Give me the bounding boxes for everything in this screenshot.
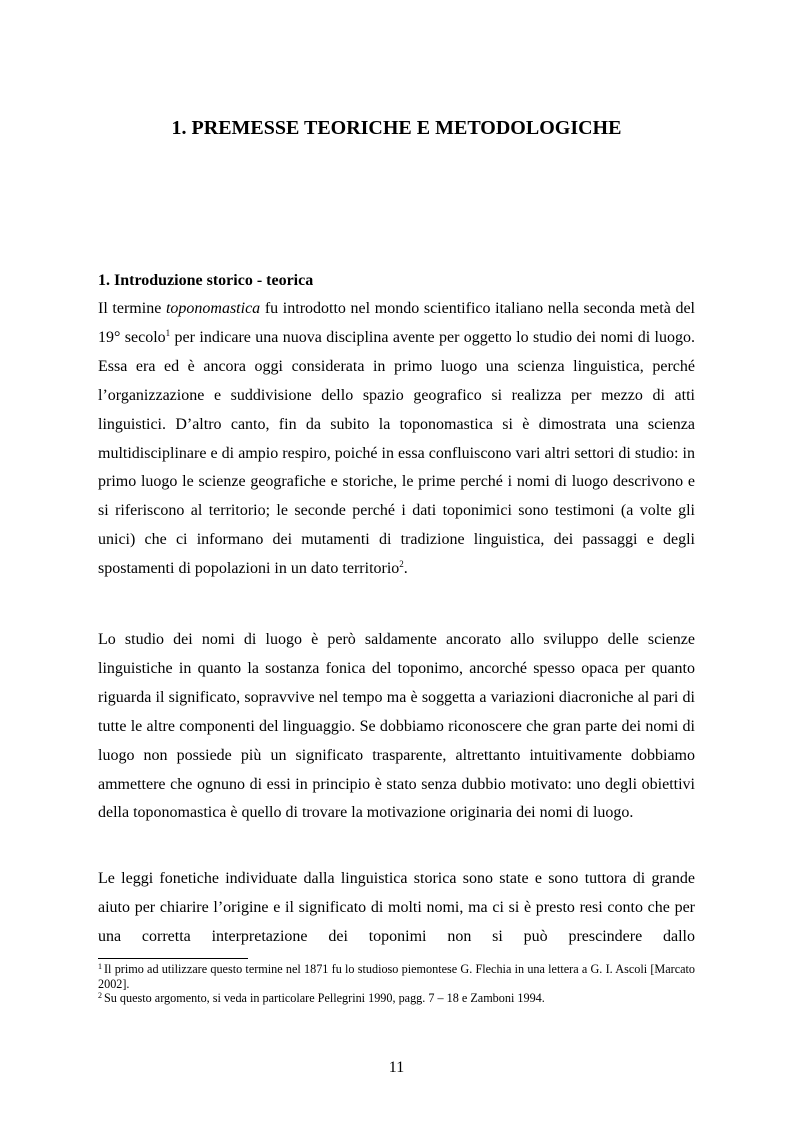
footnote-reference-2[interactable]: 2 — [399, 559, 404, 570]
footnote-1 — [98, 962, 695, 991]
footnote-2-text: Su questo argomento, si veda in particolare Pellegrini 1990, pagg. 7 – 18 e Zamboni 1994. — [104, 991, 545, 1006]
paragraph-1-term-emphasis: toponomastica — [165, 300, 261, 317]
footnotes — [98, 962, 695, 1006]
paragraph-3: Le leggi fonetiche individuate dalla linguistica storica sono state e sono tuttora di grande aiuto per chiarire l’origine e il significato di molti nomi, ma ci si è presto resi conto che per una corretta interpretazione dei toponimi non si può prescindere dallo — [98, 870, 695, 945]
footnote-2 — [98, 991, 695, 1006]
paragraph-1-text-body: per indicare una nuova disciplina avente per oggetto lo studio dei nomi di luogo. Essa era ed è ancora oggi considerata in primo luogo una scienza linguistica, perché l’organizzazione e suddivisione dello spazio geografico si realizza per mezzo di atti linguistici. D’altro canto, fin da subito la toponomastica si è dimostrata una scienza multidisciplinare e di ampio respiro, poiché in essa confluiscono vari altri settori di studio: in primo luogo le scienze geografiche e storiche, le prime perché i nomi di luogo descrivono e si riferiscono al territorio; le seconde perché i dati toponimici sono testimoni (a volte gli unici) che ci informano dei mutamenti di tradizione linguistica, dei passaggi e degli spostamenti di popolazioni in un dato territorio — [98, 328, 695, 578]
footnote-1-text: Il primo ad utilizzare questo termine nel 1871 fu lo studioso piemontese G. Flechia in una lettera a G. I. Ascoli [Marcato 2002]. — [98, 962, 695, 991]
chapter-title: 1. PREMESSE TEORICHE E METODOLOGICHE — [171, 117, 622, 139]
footnote-2-mark: 2 — [98, 991, 102, 1001]
footnote-1-mark: 1 — [98, 962, 102, 971]
paragraph-1-text-middle: fu introdotto nel mondo scientifico italiano nella seconda metà del 19° secolo — [98, 300, 696, 346]
section-heading: 1. Introduzione storico - teorica — [98, 272, 314, 289]
page-number: 11 — [388, 1059, 405, 1076]
paragraph-1 — [98, 295, 695, 584]
footnote-reference-1[interactable]: 1 — [165, 327, 171, 338]
footnote-separator — [98, 958, 248, 959]
paragraph-1-text-start: Il termine — [98, 300, 166, 317]
paragraph-2: Lo studio dei nomi di luogo è però saldamente ancorato allo sviluppo delle scienze linguistiche in quanto la sostanza fonica del toponimo, ancorché spesso opaca per quanto riguarda il significato, sopravvive nel tempo ma è soggetta a variazioni diacroniche al pari di tutte le altre componenti del linguaggio. Se dobbiamo riconoscere che gran parte dei nomi di luogo non possiede più un significato trasparente, altrettanto intuitivamente dobbiamo ammettere che ognuno di essi in principio è stato senza dubbio motivato: uno degli obiettivi della toponomastica è quello di trovare la motivazione originaria dei nomi di luogo. — [98, 631, 695, 822]
paragraph-1-text-end: . — [403, 560, 408, 578]
